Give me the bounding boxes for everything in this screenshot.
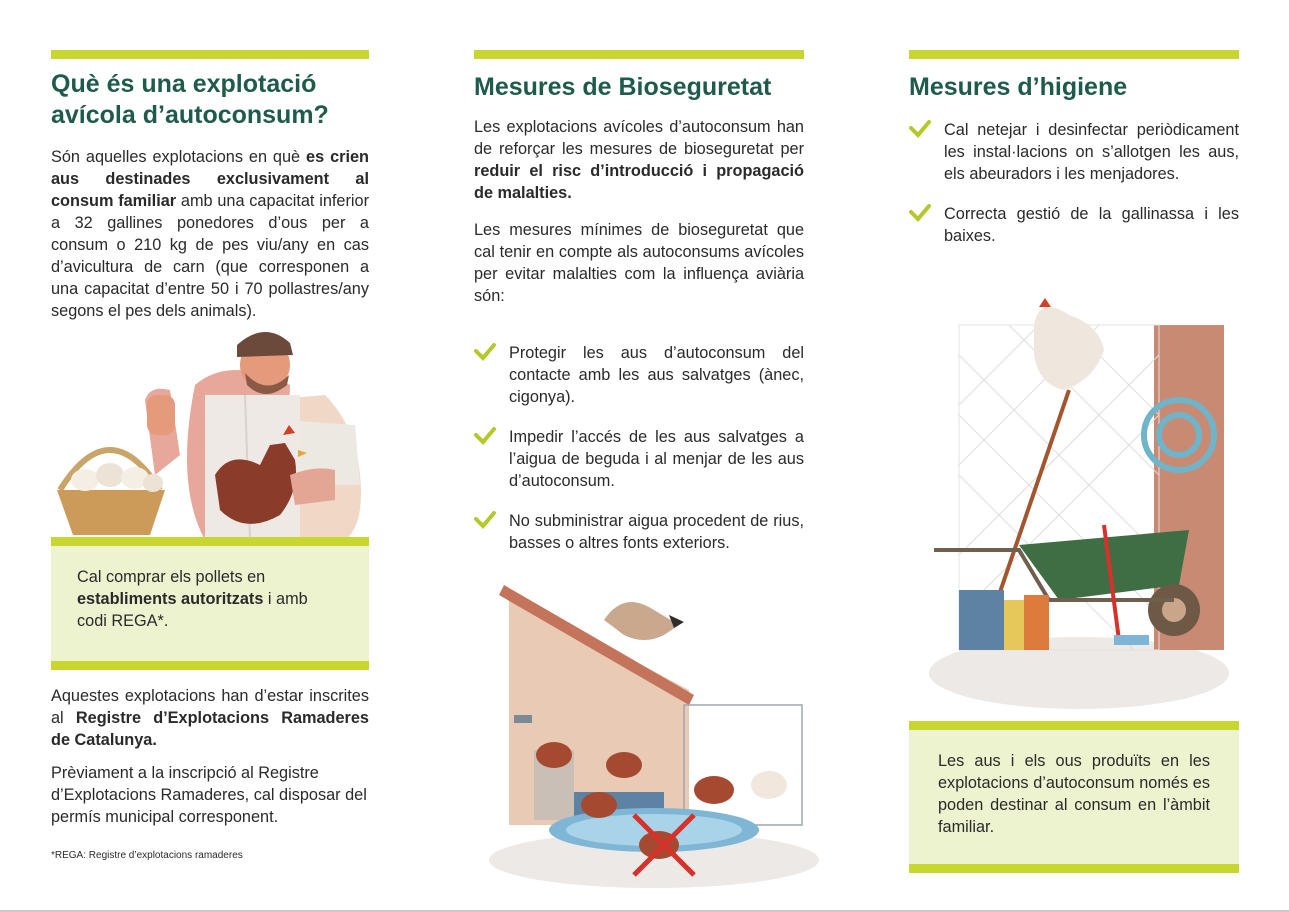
title-line-2: avícola d’autoconsum? xyxy=(51,101,329,129)
section-title: Mesures d’higiene xyxy=(909,73,1128,101)
section-title xyxy=(51,69,369,131)
farmer-illustration xyxy=(55,325,367,540)
bold-text: establiments autoritzats xyxy=(77,590,264,608)
check-icon xyxy=(909,120,931,138)
text: Aquestes explotacions han d’estar inscrites al xyxy=(51,687,369,727)
bold-text: es crien aus destinades exclusivament al consum familiar xyxy=(51,148,369,210)
check-icon xyxy=(474,427,496,445)
footnote: *REGA: Registre d’explotacions ramaderes xyxy=(51,850,243,861)
list-text: Cal netejar i desinfectar periòdicament les instal·lacions on s’allotgen les aus, els abeuradors i les menjadores. xyxy=(944,121,1239,183)
accent-bar xyxy=(474,50,804,59)
permit-paragraph: Prèviament a la inscripció al Registre d’Explotacions Ramaderes, cal disposar del permís municipal corresponent. xyxy=(51,764,367,826)
highlight-box xyxy=(51,537,369,670)
intro-paragraph xyxy=(51,146,369,322)
column-1-lower xyxy=(51,537,369,828)
check-icon xyxy=(474,343,496,361)
tools-illustration xyxy=(929,295,1229,710)
box-text xyxy=(77,566,341,632)
section-title: Mesures de Bioseguretat xyxy=(474,73,772,101)
text: i amb codi REGA*. xyxy=(77,590,308,630)
measures-paragraph: Les mesures mínimes de bioseguretat que cal tenir en compte als autoconsums avícoles per evitar malalties com la influença aviària són: xyxy=(474,221,804,305)
text: Les explotacions avícoles d’autoconsum han de reforçar les mesures de bioseguretat per xyxy=(474,118,804,158)
check-icon xyxy=(909,204,931,222)
accent-bar xyxy=(909,50,1239,59)
list-item xyxy=(474,342,804,408)
list-item xyxy=(909,119,1239,185)
text: Cal comprar els pollets en xyxy=(77,568,266,586)
text: amb una capacitat inferior a 32 gallines ponedores d’ous per a consum o 210 kg de pes viu/any en cas d’avicultura de carn (que corresponen a una capacitat d’entre 50 i 70 pollastres/any segons el pes dels animals). xyxy=(51,192,369,320)
check-icon xyxy=(474,511,496,529)
bold-text: reduir el risc d’introducció i propagació de malalties. xyxy=(474,162,804,202)
list-text: No subministrar aigua procedent de rius, basses o altres fonts exteriors. xyxy=(509,512,804,552)
list-item xyxy=(909,203,1239,247)
box-text: Les aus i els ous produïts en les explotacions d’autoconsum només es poden destinar al consum en l’àmbit familiar. xyxy=(938,752,1210,836)
column-biosecurity xyxy=(474,50,804,572)
text: Són aquelles explotacions en què xyxy=(51,148,307,166)
accent-bar xyxy=(51,50,369,59)
registry-paragraph xyxy=(51,685,369,751)
bold-text: Registre d’Explotacions Ramaderes de Catalunya. xyxy=(51,709,369,749)
bullet-list xyxy=(909,119,1239,247)
bullet-list xyxy=(474,342,804,554)
list-item xyxy=(474,510,804,554)
intro-paragraph xyxy=(474,116,804,204)
column-hygiene xyxy=(909,50,1239,265)
highlight-box xyxy=(909,721,1239,873)
column-what-is xyxy=(51,50,369,322)
list-text: Protegir les aus d’autoconsum del contacte amb les aus salvatges (ànec, cigonya). xyxy=(509,344,804,406)
list-text: Impedir l’accés de les aus salvatges a l’aigua de beguda i al menjar de les aus d’autoconsum. xyxy=(509,428,804,490)
title-line-1: Què és una explotació xyxy=(51,70,317,98)
list-text: Correcta gestió de la gallinassa i les baixes. xyxy=(944,205,1239,245)
column-3-lower xyxy=(909,721,1239,873)
coop-illustration xyxy=(484,580,829,890)
list-item xyxy=(474,426,804,492)
